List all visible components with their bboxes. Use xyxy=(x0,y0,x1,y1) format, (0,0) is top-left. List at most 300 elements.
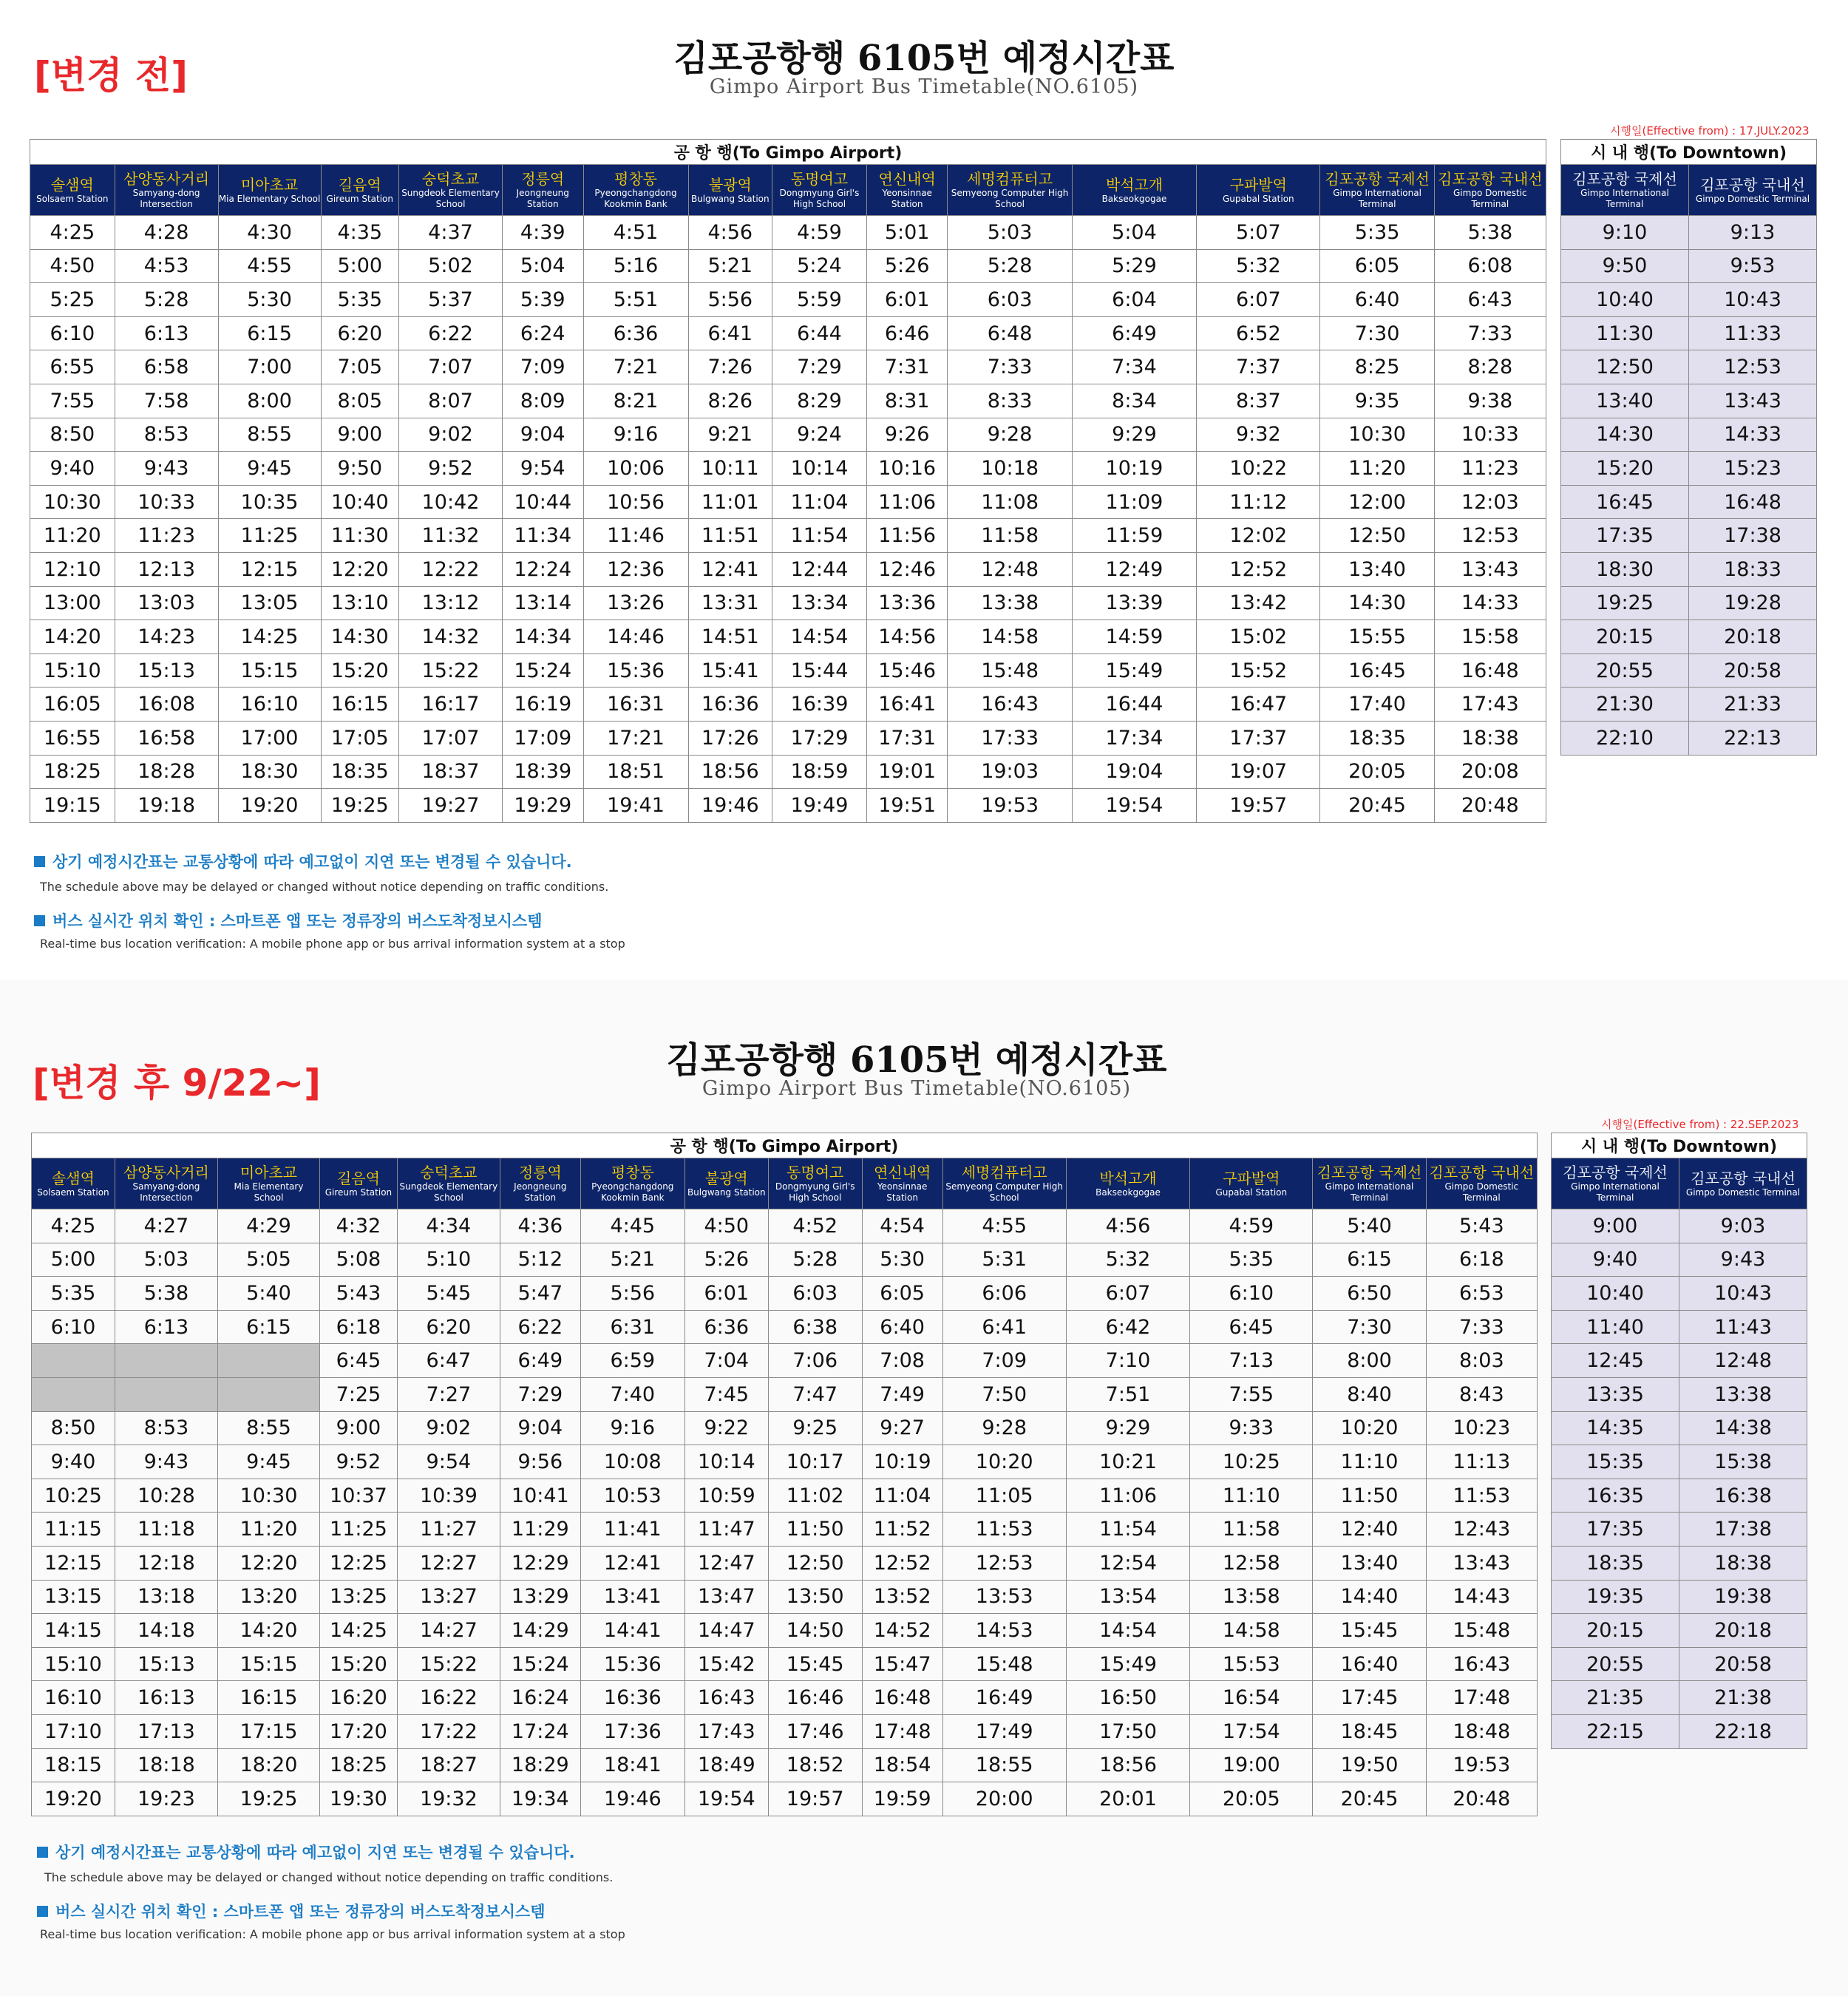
time-cell: 12:29 xyxy=(500,1546,580,1580)
time-cell: 12:52 xyxy=(862,1546,942,1580)
time-cell: 9:29 xyxy=(1066,1411,1189,1445)
time-cell: 12:20 xyxy=(217,1546,319,1580)
time-cell: 8:55 xyxy=(217,1411,319,1445)
time-cell: 15:20 xyxy=(320,1647,398,1681)
time-cell: 17:33 xyxy=(948,721,1072,755)
time-cell: 13:54 xyxy=(1066,1580,1189,1614)
table-row xyxy=(1552,1209,1807,1243)
time-cell: 8:53 xyxy=(115,418,218,452)
time-cell: 6:53 xyxy=(1426,1277,1537,1311)
airport-timetable xyxy=(30,139,1546,823)
time-cell: 20:05 xyxy=(1320,755,1434,789)
time-cell: 15:48 xyxy=(948,654,1072,688)
time-cell: 15:13 xyxy=(115,1647,217,1681)
time-cell: 7:31 xyxy=(866,350,948,384)
time-cell: 12:02 xyxy=(1197,519,1320,553)
effective-date: 시행일(Effective from) : 22.SEP.2023 xyxy=(1601,1118,1799,1131)
time-cell: 10:19 xyxy=(862,1445,942,1479)
time-cell: 16:24 xyxy=(500,1681,580,1715)
time-cell: 5:24 xyxy=(772,249,867,283)
table-row xyxy=(1561,721,1817,755)
time-cell: 14:59 xyxy=(1072,620,1196,654)
time-cell: 13:25 xyxy=(320,1580,398,1614)
time-cell: 12:54 xyxy=(1066,1546,1189,1580)
stop-header-row xyxy=(30,165,1546,216)
time-cell: 6:04 xyxy=(1072,283,1196,317)
time-cell: 14:20 xyxy=(30,620,115,654)
time-cell: 18:18 xyxy=(115,1748,217,1782)
time-cell: 9:56 xyxy=(500,1445,580,1479)
time-cell: 15:55 xyxy=(1320,620,1434,654)
time-cell: 12:44 xyxy=(772,552,867,586)
time-cell: 10:16 xyxy=(866,452,948,486)
time-cell: 12:15 xyxy=(218,552,321,586)
stop-header-row xyxy=(32,1158,1538,1209)
time-cell: 12:18 xyxy=(115,1546,217,1580)
time-cell: 8:09 xyxy=(502,384,583,418)
time-cell: 19:38 xyxy=(1679,1580,1807,1614)
time-cell: 4:51 xyxy=(583,216,688,250)
time-cell: 10:53 xyxy=(580,1479,684,1513)
square-bullet-icon xyxy=(37,1847,48,1858)
time-cell: 13:52 xyxy=(862,1580,942,1614)
stop-name-en: Dongmyung Girl's High School xyxy=(779,188,860,209)
time-cell: 6:45 xyxy=(1190,1310,1313,1344)
time-cell: 17:48 xyxy=(1426,1681,1537,1715)
time-cell: 17:05 xyxy=(321,721,398,755)
time-cell: 16:15 xyxy=(217,1681,319,1715)
table-row xyxy=(32,1411,1538,1445)
stop-header xyxy=(1066,1158,1189,1209)
title-english: Gimpo Airport Bus Timetable(NO.6105) xyxy=(702,1077,1132,1100)
time-cell: 14:20 xyxy=(217,1614,319,1648)
time-cell: 4:39 xyxy=(502,216,583,250)
time-cell: 9:52 xyxy=(320,1445,398,1479)
time-cell: 15:45 xyxy=(1313,1614,1426,1648)
time-cell: 8:31 xyxy=(866,384,948,418)
time-cell: 5:00 xyxy=(32,1243,115,1277)
time-cell: 6:10 xyxy=(1190,1277,1313,1311)
time-cell: 18:56 xyxy=(688,755,772,789)
table-row xyxy=(30,755,1546,789)
stop-name-ko: 김포공항 국제선 xyxy=(1317,1164,1422,1181)
time-cell: 5:35 xyxy=(1190,1243,1313,1277)
time-cell: 9:27 xyxy=(862,1411,942,1445)
time-cell: 5:08 xyxy=(320,1243,398,1277)
table-row xyxy=(32,1209,1538,1243)
time-cell: 12:50 xyxy=(768,1546,862,1580)
time-cell: 12:24 xyxy=(502,552,583,586)
time-cell: 5:51 xyxy=(583,283,688,317)
time-cell: 16:08 xyxy=(115,688,218,722)
title-english: Gimpo Airport Bus Timetable(NO.6105) xyxy=(709,75,1139,98)
time-cell: 21:33 xyxy=(1689,688,1817,722)
time-cell: 7:25 xyxy=(320,1377,398,1411)
stop-name-en: Gireum Station xyxy=(325,1187,393,1198)
time-cell: 19:35 xyxy=(1552,1580,1679,1614)
time-cell: 11:43 xyxy=(1679,1310,1807,1344)
time-cell: 22:10 xyxy=(1561,721,1689,755)
time-cell: 6:07 xyxy=(1066,1277,1189,1311)
time-cell: 6:15 xyxy=(218,316,321,350)
table-row xyxy=(32,1479,1538,1513)
table-row xyxy=(1561,283,1817,317)
time-cell: 18:55 xyxy=(942,1748,1066,1782)
time-cell: 17:46 xyxy=(768,1714,862,1748)
time-cell: 14:50 xyxy=(768,1614,862,1648)
time-cell: 14:54 xyxy=(772,620,867,654)
time-cell: 7:04 xyxy=(684,1344,768,1378)
time-cell: 14:30 xyxy=(321,620,398,654)
time-cell: 12:58 xyxy=(1190,1546,1313,1580)
stop-name-en: Mia Elementary School xyxy=(234,1181,304,1203)
time-cell: 11:23 xyxy=(1434,452,1546,486)
time-cell: 12:46 xyxy=(866,552,948,586)
blank-cell xyxy=(217,1377,319,1411)
stop-header xyxy=(866,165,948,216)
table-row xyxy=(1561,384,1817,418)
group-header-row xyxy=(1561,140,1817,165)
stop-name-en: Gireum Station xyxy=(326,193,393,204)
time-cell: 10:28 xyxy=(115,1479,217,1513)
stop-header xyxy=(397,1158,500,1209)
table-row xyxy=(32,1580,1538,1614)
time-cell: 5:16 xyxy=(583,249,688,283)
time-cell: 13:35 xyxy=(1552,1377,1679,1411)
time-cell: 16:40 xyxy=(1313,1647,1426,1681)
time-cell: 5:26 xyxy=(866,249,948,283)
time-cell: 7:09 xyxy=(502,350,583,384)
time-cell: 18:38 xyxy=(1679,1546,1807,1580)
time-cell: 8:00 xyxy=(218,384,321,418)
time-cell: 10:22 xyxy=(1197,452,1320,486)
time-cell: 19:03 xyxy=(948,755,1072,789)
table-row xyxy=(1561,688,1817,722)
time-cell: 19:57 xyxy=(1197,789,1320,823)
time-cell: 14:53 xyxy=(942,1614,1066,1648)
time-cell: 6:31 xyxy=(580,1310,684,1344)
time-cell: 5:35 xyxy=(32,1277,115,1311)
time-cell: 10:14 xyxy=(684,1445,768,1479)
time-cell: 17:43 xyxy=(1434,688,1546,722)
stop-name-ko: 솔샘역 xyxy=(51,1169,95,1187)
table-row xyxy=(30,316,1546,350)
time-cell: 18:30 xyxy=(1561,552,1689,586)
time-cell: 19:50 xyxy=(1313,1748,1426,1782)
time-cell: 14:33 xyxy=(1689,418,1817,452)
time-cell: 6:18 xyxy=(320,1310,398,1344)
stop-header xyxy=(1434,165,1546,216)
stop-header xyxy=(1426,1158,1537,1209)
time-cell: 10:30 xyxy=(30,485,115,519)
time-cell: 17:10 xyxy=(32,1714,115,1748)
stop-name-ko: 박석고개 xyxy=(1105,175,1164,194)
table-row xyxy=(1552,1243,1807,1277)
table-row xyxy=(32,1243,1538,1277)
time-cell: 8:29 xyxy=(772,384,867,418)
effective-date: 시행일(Effective from) : 17.JULY.2023 xyxy=(1610,124,1810,138)
time-cell: 10:25 xyxy=(32,1479,115,1513)
time-cell: 7:34 xyxy=(1072,350,1196,384)
stop-name-en: Gimpo Domestic Terminal xyxy=(1453,188,1527,209)
table-row xyxy=(1561,654,1817,688)
time-cell: 11:54 xyxy=(772,519,867,553)
time-cell: 13:14 xyxy=(502,586,583,620)
time-cell: 12:22 xyxy=(399,552,503,586)
time-cell: 5:47 xyxy=(500,1277,580,1311)
time-cell: 10:43 xyxy=(1679,1277,1807,1311)
time-cell: 8:07 xyxy=(399,384,503,418)
timetable-after xyxy=(0,980,1848,1996)
time-cell: 11:04 xyxy=(772,485,867,519)
time-cell: 10:33 xyxy=(115,485,218,519)
stop-name-en: Samyang-dong Intersection xyxy=(132,188,200,209)
time-cell: 5:31 xyxy=(942,1243,1066,1277)
group-downtown-label: 시 내 행(To Downtown) xyxy=(1552,1133,1807,1158)
time-cell: 11:51 xyxy=(688,519,772,553)
time-cell: 10:23 xyxy=(1426,1411,1537,1445)
time-cell: 7:33 xyxy=(1434,316,1546,350)
stop-name-en: Jeongneung Station xyxy=(516,188,569,209)
time-cell: 11:06 xyxy=(1066,1479,1189,1513)
time-cell: 13:36 xyxy=(866,586,948,620)
time-cell: 6:44 xyxy=(772,316,867,350)
time-cell: 5:56 xyxy=(580,1277,684,1311)
time-cell: 5:37 xyxy=(399,283,503,317)
time-cell: 4:59 xyxy=(772,216,867,250)
time-cell: 6:59 xyxy=(580,1344,684,1378)
time-cell: 16:17 xyxy=(399,688,503,722)
time-cell: 11:56 xyxy=(866,519,948,553)
time-cell: 13:38 xyxy=(948,586,1072,620)
time-cell: 19:49 xyxy=(772,789,867,823)
table-row xyxy=(32,1546,1538,1580)
stop-header xyxy=(1320,165,1434,216)
time-cell: 5:05 xyxy=(217,1243,319,1277)
time-cell: 16:15 xyxy=(321,688,398,722)
time-cell: 16:22 xyxy=(397,1681,500,1715)
time-cell: 11:32 xyxy=(399,519,503,553)
time-cell: 16:45 xyxy=(1561,485,1689,519)
time-cell: 19:27 xyxy=(399,789,503,823)
time-cell: 17:26 xyxy=(688,721,772,755)
time-cell: 7:30 xyxy=(1320,316,1434,350)
time-cell: 17:07 xyxy=(399,721,503,755)
time-cell: 10:30 xyxy=(1320,418,1434,452)
time-cell: 7:10 xyxy=(1066,1344,1189,1378)
stop-header xyxy=(688,165,772,216)
time-cell: 5:28 xyxy=(948,249,1072,283)
notice-realtime-en: Real-time bus location verification: A mobile phone app or bus arrival information system at a stop xyxy=(40,1927,625,1941)
group-header-row xyxy=(1552,1133,1807,1158)
stop-name-en: Gupabal Station xyxy=(1222,193,1294,204)
time-cell: 14:35 xyxy=(1552,1411,1679,1445)
time-cell: 14:29 xyxy=(500,1614,580,1648)
time-cell: 15:49 xyxy=(1066,1647,1189,1681)
time-cell: 7:33 xyxy=(948,350,1072,384)
time-cell: 11:18 xyxy=(115,1513,217,1547)
time-cell: 9:45 xyxy=(218,452,321,486)
time-cell: 14:33 xyxy=(1434,586,1546,620)
time-cell: 12:10 xyxy=(30,552,115,586)
time-cell: 18:39 xyxy=(502,755,583,789)
stop-header xyxy=(217,1158,319,1209)
time-cell: 7:30 xyxy=(1313,1310,1426,1344)
title-korean: 김포공항행 6105번 예정시간표 xyxy=(673,38,1175,79)
stop-name-en: Semyeong Computer High School xyxy=(945,1181,1063,1203)
time-cell: 4:50 xyxy=(684,1209,768,1243)
time-cell: 8:00 xyxy=(1313,1344,1426,1378)
table-row xyxy=(1552,1479,1807,1513)
time-cell: 14:46 xyxy=(583,620,688,654)
time-cell: 15:36 xyxy=(580,1647,684,1681)
time-cell: 12:03 xyxy=(1434,485,1546,519)
time-cell: 6:13 xyxy=(115,316,218,350)
time-cell: 5:40 xyxy=(217,1277,319,1311)
time-cell: 16:48 xyxy=(862,1681,942,1715)
time-cell: 13:20 xyxy=(217,1580,319,1614)
time-cell: 17:22 xyxy=(397,1714,500,1748)
time-cell: 5:38 xyxy=(115,1277,217,1311)
table-row xyxy=(1552,1445,1807,1479)
group-header-row xyxy=(30,140,1546,165)
time-cell: 14:58 xyxy=(1190,1614,1313,1648)
time-cell: 4:59 xyxy=(1190,1209,1313,1243)
time-cell: 4:32 xyxy=(320,1209,398,1243)
time-cell: 7:00 xyxy=(218,350,321,384)
stop-name-en: Bulgwang Station xyxy=(687,1187,766,1198)
time-cell: 4:50 xyxy=(30,249,115,283)
section-badge: [변경 후 9/22~] xyxy=(33,1062,321,1104)
time-cell: 11:20 xyxy=(217,1513,319,1547)
time-cell: 8:53 xyxy=(115,1411,217,1445)
time-cell: 21:38 xyxy=(1679,1681,1807,1715)
time-cell: 4:45 xyxy=(580,1209,684,1243)
time-cell: 17:40 xyxy=(1320,688,1434,722)
stop-name-ko: 삼양동사거리 xyxy=(123,1164,209,1181)
time-cell: 4:56 xyxy=(688,216,772,250)
time-cell: 6:40 xyxy=(1320,283,1434,317)
time-cell: 9:22 xyxy=(684,1411,768,1445)
time-cell: 11:09 xyxy=(1072,485,1196,519)
time-cell: 9:00 xyxy=(321,418,398,452)
time-cell: 11:40 xyxy=(1552,1310,1679,1344)
time-cell: 19:34 xyxy=(500,1782,580,1816)
square-bullet-icon xyxy=(34,915,45,926)
time-cell: 19:00 xyxy=(1190,1748,1313,1782)
time-cell: 11:20 xyxy=(1320,452,1434,486)
time-cell: 9:40 xyxy=(1552,1243,1679,1277)
time-cell: 10:40 xyxy=(321,485,398,519)
time-cell: 11:33 xyxy=(1689,316,1817,350)
time-cell: 12:40 xyxy=(1313,1513,1426,1547)
time-cell: 18:29 xyxy=(500,1748,580,1782)
time-cell: 5:32 xyxy=(1066,1243,1189,1277)
stop-header xyxy=(115,165,218,216)
time-cell: 17:15 xyxy=(217,1714,319,1748)
time-cell: 18:35 xyxy=(1320,721,1434,755)
time-cell: 7:05 xyxy=(321,350,398,384)
time-cell: 11:20 xyxy=(30,519,115,553)
time-cell: 11:29 xyxy=(500,1513,580,1547)
stop-header xyxy=(862,1158,942,1209)
stop-name-en: Sungdeok Elementary School xyxy=(401,188,500,209)
stop-name-en: Gimpo Domestic Terminal xyxy=(1685,1187,1801,1198)
time-cell: 15:22 xyxy=(399,654,503,688)
time-cell: 17:21 xyxy=(583,721,688,755)
time-cell: 4:55 xyxy=(218,249,321,283)
time-cell: 4:35 xyxy=(321,216,398,250)
time-cell: 5:02 xyxy=(399,249,503,283)
time-cell: 7:26 xyxy=(688,350,772,384)
time-cell: 11:58 xyxy=(948,519,1072,553)
table-row xyxy=(30,485,1546,519)
time-cell: 15:15 xyxy=(217,1647,319,1681)
stop-header xyxy=(321,165,398,216)
stop-name-ko: 숭덕초교 xyxy=(421,170,480,188)
stop-name-ko: 미아초교 xyxy=(240,1164,298,1181)
stop-name-ko: 솔샘역 xyxy=(50,175,94,194)
time-cell: 19:59 xyxy=(862,1782,942,1816)
time-cell: 20:15 xyxy=(1561,620,1689,654)
time-cell: 12:27 xyxy=(397,1546,500,1580)
table-row xyxy=(1552,1277,1807,1311)
time-cell: 12:53 xyxy=(942,1546,1066,1580)
time-cell: 6:36 xyxy=(684,1310,768,1344)
time-cell: 6:05 xyxy=(862,1277,942,1311)
time-cell: 14:23 xyxy=(115,620,218,654)
time-cell: 9:16 xyxy=(583,418,688,452)
time-cell: 10:20 xyxy=(1313,1411,1426,1445)
time-cell: 6:18 xyxy=(1426,1243,1537,1277)
stop-header xyxy=(399,165,503,216)
time-cell: 14:32 xyxy=(399,620,503,654)
stop-name-ko: 숭덕초교 xyxy=(420,1164,478,1181)
time-cell: 16:55 xyxy=(30,721,115,755)
time-cell: 6:01 xyxy=(866,283,948,317)
time-cell: 12:50 xyxy=(1561,350,1689,384)
stop-header xyxy=(1689,165,1817,216)
stop-header-row xyxy=(1552,1158,1807,1209)
time-cell: 5:03 xyxy=(115,1243,217,1277)
time-cell: 19:53 xyxy=(1426,1748,1537,1782)
time-cell: 13:34 xyxy=(772,586,867,620)
time-cell: 18:27 xyxy=(397,1748,500,1782)
time-cell: 20:00 xyxy=(942,1782,1066,1816)
time-cell: 14:41 xyxy=(580,1614,684,1648)
time-cell: 18:15 xyxy=(32,1748,115,1782)
time-cell: 4:28 xyxy=(115,216,218,250)
stop-header xyxy=(1679,1158,1807,1209)
time-cell: 7:37 xyxy=(1197,350,1320,384)
table-row xyxy=(1561,316,1817,350)
notice-realtime-en: Real-time bus location verification: A mobile phone app or bus arrival information system at a stop xyxy=(40,937,625,951)
time-cell: 16:49 xyxy=(942,1681,1066,1715)
time-cell: 19:25 xyxy=(217,1782,319,1816)
time-cell: 16:05 xyxy=(30,688,115,722)
time-cell: 15:24 xyxy=(500,1647,580,1681)
stop-header xyxy=(1190,1158,1313,1209)
table-row xyxy=(1552,1580,1807,1614)
time-cell: 13:42 xyxy=(1197,586,1320,620)
time-cell: 17:49 xyxy=(942,1714,1066,1748)
time-cell: 15:20 xyxy=(321,654,398,688)
time-cell: 9:33 xyxy=(1190,1411,1313,1445)
time-cell: 4:27 xyxy=(115,1209,217,1243)
time-cell: 8:50 xyxy=(30,418,115,452)
time-cell: 5:43 xyxy=(320,1277,398,1311)
time-cell: 7:29 xyxy=(500,1377,580,1411)
